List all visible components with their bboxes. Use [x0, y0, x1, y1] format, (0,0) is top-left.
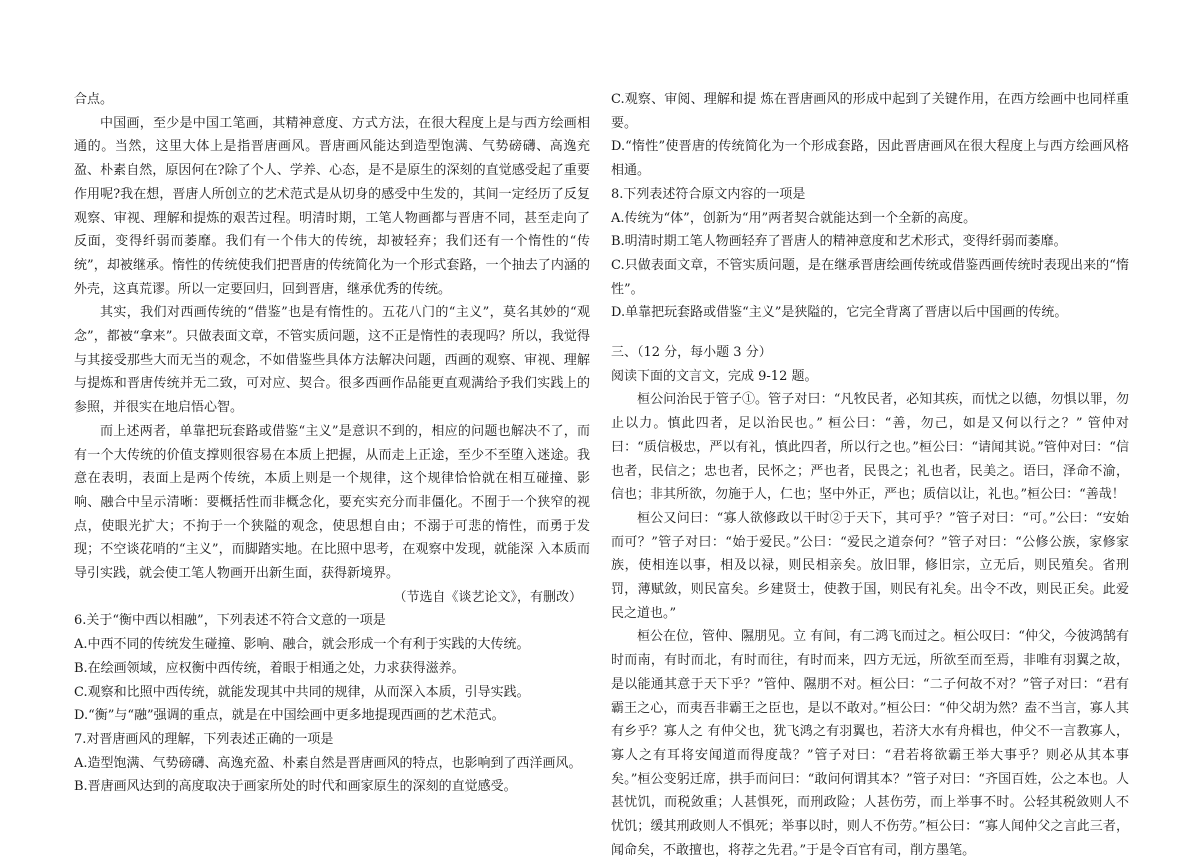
- option-line: B.晋唐画风达到的高度取决于画家所处的时代和画家原生的深刻的直觉感受。: [74, 779, 517, 795]
- option-line: C.只做表面文章，不管实质问题，是在继承晋唐绘画传统或借鉴西画传统时表现出来的“惰性”。: [611, 257, 1129, 297]
- paragraph: 中国画，至少是中国工笔画，其精神意度、方式方法，在很大程度上是与西方绘画相通的。当然，这里大体上是指晋唐画风。晋唐画风能达到造型饱满、气势磅礴、高逸充盈、朴素自然，原因何在?除了个人、学养、心态，是不是原生的深刻的直觉感受起了重要作用呢?我在想，晋唐人所创立的艺术范式是从切身的感受中生发的，其间一定经历了反复观察、审视、理解和提炼的艰苦过程。明清时期，工笔人物画都与晋唐不同，甚至走向了反面，变得纤弱而萎靡。我们有一个伟大的传统，却被轻弃；我们还有一个惰性的“传统”，却被继承。惰性的传统使我们把晋唐的传统简化为一个形式套路，一个抽去了内涵的外壳，这真荒谬。所以一定要回归，回到晋唐，继承优秀的传统。: [74, 115, 590, 297]
- right-column: [611, 88, 1129, 863]
- question-stem: 8.下列表述符合原文内容的一项是: [611, 186, 806, 202]
- classical-paragraph: 桓公在位，管仲、隰朋见。立 有间，有二鸿飞而过之。桓公叹曰：“仲父，今彼鸿鹄有时而南，有时而北，有时而往，有时而来，四方无远，所欲至而至焉，非唯有羽翼之故，是以能通其意于天下乎？”管仲、隰朋不对。桓公曰：“二子何故不对？”管子对曰：“君有霸王之心，而夷吾非霸王之臣也，是以不敢对。”桓公曰：“仲父胡为然？盍不当言，寡人其有乡乎？寡人之 有仲父也，犹飞鸿之有羽翼也，若济大水有舟楫也，仲父不一言教寡人，寡人之有耳将安闻道而得度哉？”管子对曰：“君若将欲霸王举大事乎？则必从其本事矣。”桓公变躬迁席，拱手而问曰：“敢问何谓其本？”管子对曰：“齐国百姓，公之本也。人甚忧饥，而税敛重；人甚惧死，而刑政险；人甚伤劳，而上举事不时。公轻其税敛则人不忧饥；缓其刑政则人不惧死；举事以时，则人不伤劳。”桓公曰：“寡人闻仲父之言此三者，闻命矣，不敢擅也，将荐之先君。”于是令百官有司，削方墨笔。: [611, 629, 1129, 858]
- option-line: D.“衡”与“融”强调的重点，就是在中国绘画中更多地提现西画的艺术范式。: [74, 708, 505, 724]
- classical-paragraph: 桓公问治民于管子①。管子对曰：“凡牧民者，必知其疾，而忧之以德，勿惧以罪，勿止以力。慎此四者，足以治民也。” 桓公曰：“善，勿己，如是又何以行之？” 管仲对曰：“质信极忠，严以有礼，慎此四者，所以行之也。”桓公曰：“请闻其说。”管仲对曰：“信也者，民信之；忠也者，民怀之；严也者，民畏之；礼也者，民美之。语曰，泽命不渝，信也；非其所欲，勿施于人，仁也；坚中外正，严也；质信以让，礼也。”桓公曰：“善哉！: [611, 392, 1129, 503]
- left-column: [74, 88, 590, 799]
- paragraph: 其实，我们对西画传统的“借鉴”也是有惰性的。五花八门的“主义”，莫名其妙的“观念”，都被“拿来”。只做表面文章，不管实质问题，这不正是惰性的表现吗？所以，我觉得与其接受那些大而无当的观念，不如借鉴些具体方法解决问题，西画的观察、审视、理解与提炼和晋唐传统并无二致，可对应、契合。很多西画作品能更直观满给予我们实践上的参照，并很实在地启悟心智。: [74, 305, 590, 416]
- option-line: C.观察和比照中西传统，就能发现其中共同的规律，从而深入本质，引导实践。: [74, 684, 530, 700]
- paragraph: 而上述两者，单靠把玩套路或借鉴“主义”是意识不到的，相应的问题也解决不了，而有一个大传统的价值支撑则很容易在本质上把握，从而走上正途，至少不至堕入迷途。我意在表明，表面上是两个传统，本质上则是一个规律，这个规律恰恰就在相互碰撞、影响、融合中呈示清晰：要概括性而非概念化，要充实充分而非僵化。不囿于一个狭窄的视 点，使眼光扩大；不拘于一个狭隘的观念，使思想自由；不溺于可悲的惰性，而勇于发现；不空谈花哨的“主义”，而脚踏实地。在比照中思考，在观察中发现，就能深 入本质而导引实践，就会使工笔人物画开出新生面，获得新境界。: [74, 423, 590, 582]
- source-citation: （节选自《谈艺论文》，有删改）: [393, 589, 582, 605]
- text-line: 合点。: [74, 92, 114, 107]
- option-line: D.单靠把玩套路或借鉴“主义”是狭隘的，它完全背离了晋唐以后中国画的传统。: [611, 305, 1068, 321]
- question-stem: 6.关于“衡中西以相融”，下列表述不符合文意的一项是: [74, 613, 386, 629]
- option-line: D.“惰性”使晋唐的传统简化为一个形成套路，因此晋唐画风在很大程度上与西方绘画风格相通。: [611, 139, 1129, 179]
- option-line: C.观察、审阅、理解和提 炼在晋唐画风的形成中起到了关键作用，在西方绘画中也同样重要。: [611, 92, 1129, 131]
- option-line: B.在绘画领域，应权衡中西传统，着眼于相通之处，力求获得滋养。: [74, 660, 465, 676]
- section-heading: 三、（12 分，每小题 3 分）: [611, 345, 772, 361]
- question-stem: 7.对晋唐画风的理解，下列表述正确的一项是: [74, 731, 334, 747]
- option-line: A.中西不同的传统发生碰撞、影响、融合，就会形成一个有利于实践的大传统。: [74, 637, 530, 653]
- spacer: [611, 325, 1129, 341]
- option-line: A.传统为“体”，创新为“用”两者契合就能达到一个全新的高度。: [611, 210, 977, 226]
- instruction-line: 阅读下面的文言文，完成 9-12 题。: [611, 368, 818, 384]
- classical-paragraph: 桓公又问曰：“寡人欲修政以干时②于天下，其可乎？”管子对曰：“可。”公曰：“安始而可？”管子对曰：“始于爱民。”公曰：“爱民之道奈何？”管子对曰：“公修公族，家修家族，使相连以事，相及以禄，则民相亲矣。放旧罪，修旧宗，立无后，则民殖矣。省刑罚，薄赋敛，则民富矣。乡建贤士，使教于国，则民有礼矣。出令不改，则民正矣。此爱民之道也。”: [611, 510, 1129, 621]
- option-line: A.造型饱满、气势磅礴、高逸充盈、朴素自然是晋唐画风的特点，也影响到了西洋画风。: [74, 755, 582, 771]
- option-line: B.明清时期工笔人物画轻弃了晋唐人的精神意度和艺术形式，变得纤弱而萎靡。: [611, 234, 1067, 250]
